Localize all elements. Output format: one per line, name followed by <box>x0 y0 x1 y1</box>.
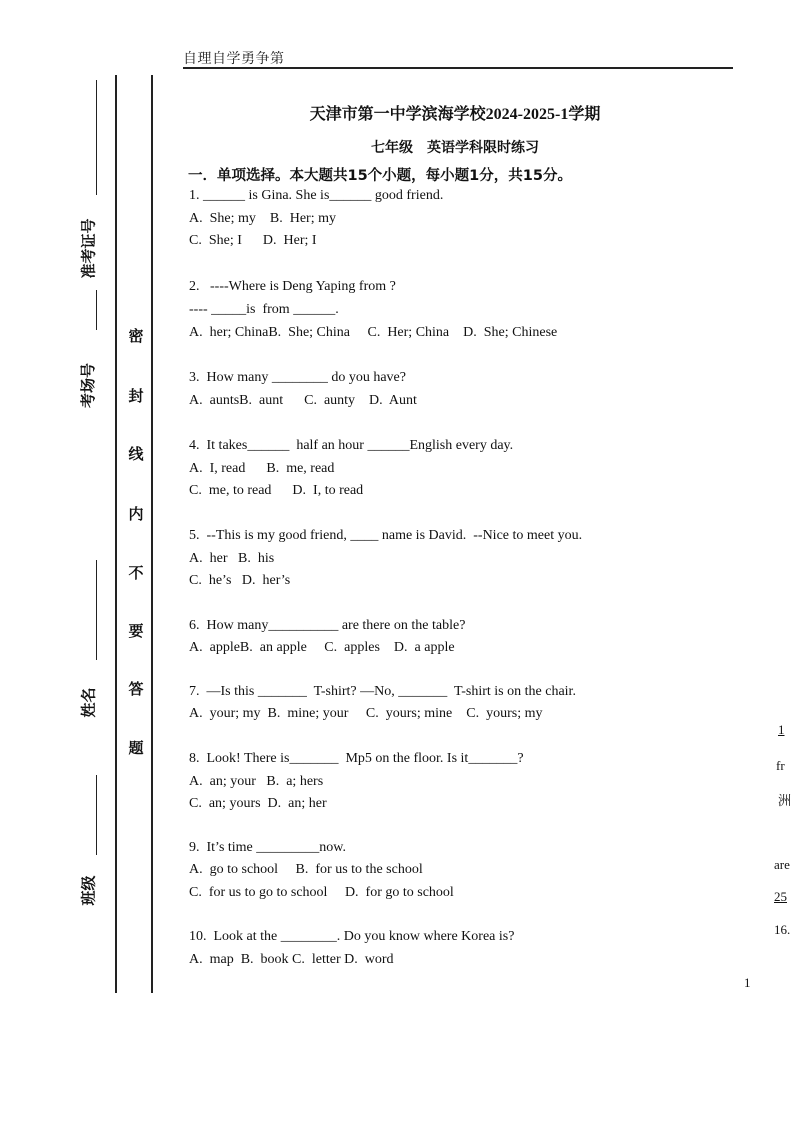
question-stem: 10. Look at the ________. Do you know where Korea is? <box>189 929 515 944</box>
inner-margin-line <box>151 75 153 993</box>
section-heading: 一．单项选择。本大题共15个小题，每小题1分，共15分。 <box>188 168 572 184</box>
seal-char: 答 <box>128 680 144 698</box>
header-rule <box>183 67 733 69</box>
header-tag: 自理自学勇争第 <box>183 52 285 67</box>
outer-margin-line <box>115 75 117 993</box>
name-blank <box>96 775 97 855</box>
question-options: A. appleB. an apple C. apples D. a apple <box>189 640 455 655</box>
question-options: C. an; yours D. an; her <box>189 796 327 811</box>
exam-number-label: 准考证号 <box>79 218 98 279</box>
question-stem: 8. Look! There is_______ Mp5 on the floor. Is it_______? <box>189 751 524 766</box>
exam-number-blank <box>96 80 97 195</box>
question-stem: 2. ----Where is Deng Yaping from ? <box>189 279 396 294</box>
seal-char: 封 <box>128 387 144 405</box>
question-stem: 1. ______ is Gina. She is______ good friend. <box>189 188 444 203</box>
question-stem: 9. It’s time _________now. <box>189 840 346 855</box>
question-options: C. She; I D. Her; I <box>189 233 317 248</box>
margin-fragment: 16. <box>774 922 791 937</box>
margin-fragment: 25 <box>774 889 787 904</box>
question-stem: 6. How many__________ are there on the table? <box>189 618 466 633</box>
question-stem: 3. How many ________ do you have? <box>189 370 406 385</box>
margin-fragment: 1 <box>778 722 785 737</box>
question-options: C. he’s D. her’s <box>189 573 291 588</box>
question-options: A. I, read B. me, read <box>189 461 335 476</box>
seal-char: 要 <box>128 622 144 640</box>
seal-char: 题 <box>128 739 144 757</box>
exam-title: 天津市第一中学滨海学校2024-2025-1学期 <box>309 106 601 123</box>
exam-subtitle: 七年级 英语学科限时练习 <box>371 141 539 156</box>
question-options: A. map B. book C. letter D. word <box>189 952 394 967</box>
question-stem: 4. It takes______ half an hour ______English every day. <box>189 438 514 453</box>
question-options: A. her B. his <box>189 551 275 566</box>
question-options: C. for us to go to school D. for go to school <box>189 885 454 900</box>
question-options: A. an; your B. a; hers <box>189 774 324 789</box>
question-stem: 5. --This is my good friend, ____ name is David. --Nice to meet you. <box>189 528 583 543</box>
margin-fragment: fr <box>776 758 785 773</box>
seal-char: 线 <box>128 445 144 463</box>
question-options: C. me, to read D. I, to read <box>189 483 364 498</box>
name-label: 姓名 <box>79 687 98 718</box>
exam-number-blank-lower <box>96 290 97 330</box>
margin-fragment: 洲 <box>778 793 792 808</box>
margin-fragment: are <box>774 857 790 872</box>
class-label: 班级 <box>79 875 98 906</box>
question-stem: 7. —Is this _______ T-shirt? —No, _______ T-shirt is on the chair. <box>189 684 576 699</box>
seal-char: 不 <box>128 564 144 582</box>
question-options: A. auntsB. aunt C. aunty D. Aunt <box>189 393 417 408</box>
seal-char: 密 <box>128 327 144 345</box>
question-options: A. her; ChinaB. She; China C. Her; China D. She; Chinese <box>189 325 558 340</box>
exam-room-blank <box>96 560 97 660</box>
exam-room-label: 考场号 <box>79 362 98 409</box>
seal-char: 内 <box>128 505 144 523</box>
question-options: A. go to school B. for us to the school <box>189 862 423 877</box>
margin-fragment: 1 <box>744 975 751 990</box>
question-stem-line2: ---- _____is from ______. <box>189 302 339 317</box>
question-options: A. your; my B. mine; your C. yours; mine C. yours; my <box>189 706 543 721</box>
question-options: A. She; my B. Her; my <box>189 211 336 226</box>
